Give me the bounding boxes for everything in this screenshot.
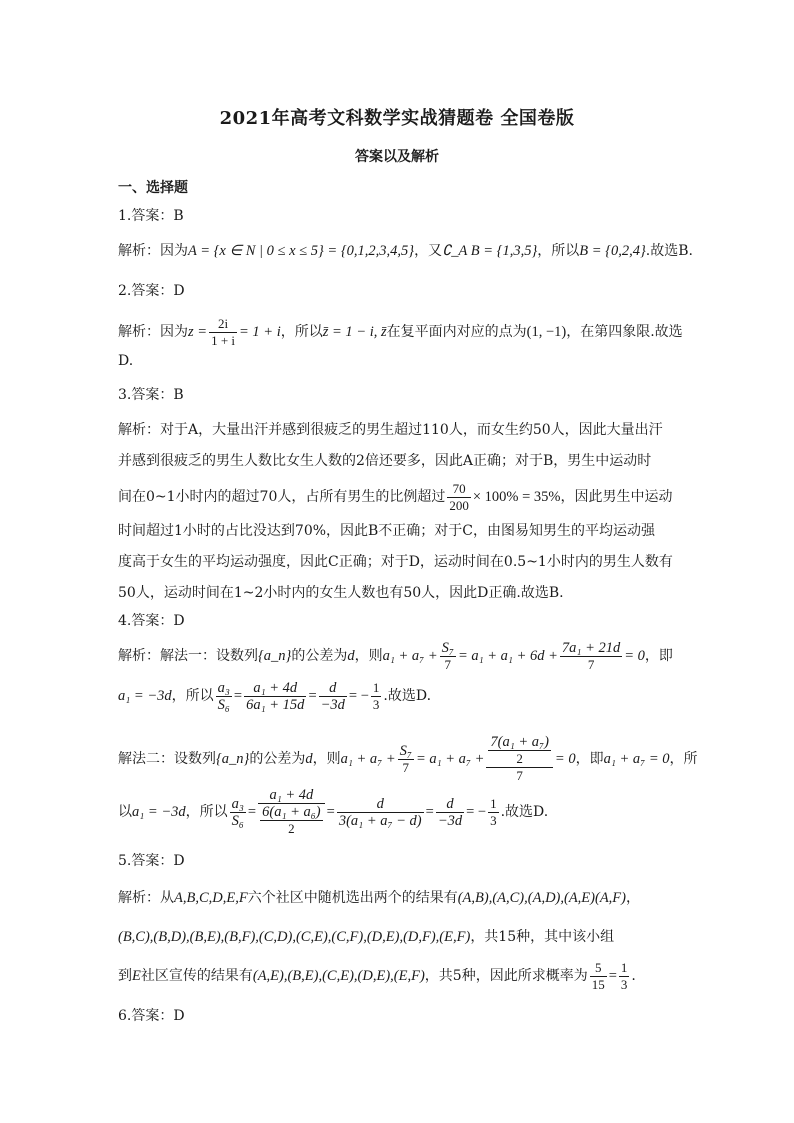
q5-answer: 5.答案：D — [118, 853, 185, 869]
section-heading: 一、选择题 — [118, 180, 188, 196]
fraction: $\frac{\text{a₃}}{\text{S₆}}$ — [231, 795, 244, 829]
q4-answer: 4.答案：D — [118, 613, 185, 629]
q4-line-1: 解析：解法一：设数列{a_n}的公差为d，则a₁ + a₇ + $\frac{\text{S₇}}{7}$ = a₁ + a₁ + 6d + $\frac{\text{7a₁ + 21d}}{7}$ = 0，即 — [118, 639, 673, 672]
fraction: $\frac{70}{200}$ — [449, 480, 469, 513]
q3-line-1: 解析：对于A，大量出汗并感到很疲乏的男生超过110人，而女生约50人，因此大量出汗 — [118, 422, 663, 438]
page-title: 2021年高考文科数学实战猜题卷 全国卷版 — [219, 108, 575, 129]
q5-line-3: 到E社区宣传的结果有(A,E),(B,E),(C,E),(D,E),(E,F)，共5种，因此所求概率为 $\frac{5}{15}$ = $\frac{1}{3}$ . — [118, 959, 636, 992]
q2-explanation-cont: D. — [118, 353, 134, 369]
fraction: $\frac{\text{S₇}}{7}$ — [441, 639, 454, 672]
q3-line-4: 时间超过1小时的占比没达到70%，因此B不正确；对于C，由图易知男生的平均运动强 — [118, 523, 656, 539]
fraction: $\frac{\text{a₃}}{\text{S₆}}$ — [217, 679, 230, 713]
q3-line-3: 间在0~1小时内的超过70人，占所有男生的比例超过 $\frac{70}{200}$ × 100% = 35%，因此男生中运动 — [118, 480, 673, 513]
q5-line-2: (B,C),(B,D),(B,E),(B,F),(C,D),(C,E),(C,F),(D,E),(D,F),(E,F)，共15种，其中该小组 — [118, 929, 615, 945]
q3-line-6: 50人，运动时间在1~2小时内的女生人数也有50人，因此D正确.故选B. — [118, 585, 564, 601]
fraction: $\frac{5}{15}$ — [591, 959, 605, 992]
fraction: $\frac{1}{3}$ — [620, 959, 628, 992]
q1-answer: 1.答案：B — [118, 208, 184, 224]
q5-line-1: 解析：从A,B,C,D,E,F六个社区中随机选出两个的结果有(A,B),(A,C),(A,D),(A,E)(A,F)， — [118, 890, 640, 906]
page-subtitle: 答案以及解析 — [355, 149, 439, 165]
fraction: $\frac{1}{3}$ — [372, 679, 380, 712]
fraction: $\frac{1}{3}$ — [490, 795, 497, 828]
fraction: $\frac{d}{-3d}$ — [437, 795, 463, 829]
q1-explanation: 解析：因为A = {x ∈ N | 0 ≤ x ≤ 5} = {0,1,2,3,4,5}，又∁_A B = {1,3,5}，所以B = {0,2,4}.故选B. — [118, 243, 693, 259]
q3-line-2: 并感到很疲乏的男生人数比女生人数的2倍还要多，因此A正确；对于B，男生中运动时 — [118, 453, 652, 469]
q2-explanation: 解析：因为z = $\frac{2i}{1 + i}$ = 1 + i，所以z̄ = 1 − i, z̄在复平面内对应的点为(1, −1)，在第四象限.故选 — [118, 315, 683, 348]
fraction: $\frac{d}{\text{3(a₁ + a₇ − d)}}$ — [338, 795, 422, 829]
q4-line-4: 以a₁ = −3d，所以 $\frac{\text{a₃}}{\text{S₆}}$ = $\frac{\text{a₁ + 4d}}{\frac{\text{6(a₁ + a₆)}}{2}}$ = $\frac{d}{\text{3(a₁ + a₇ − d)}}$ = $\frac{d}{-3d}$ = − $\frac{1}{3}$ .故选D. — [118, 787, 549, 836]
q4-line-3: 解法二：设数列{a_n}的公差为d，则a₁ + a₇ + $\frac{\text{S₇}}{7}$ = a₁ + a₇ + $\frac{\frac{\text{7(a₁ + a₇)}}{2}}{7}$ = 0，即a₁ + a₇ = 0，所 — [118, 734, 698, 783]
fraction: $\frac{\text{S₇}}{7}$ — [399, 742, 412, 775]
q3-answer: 3.答案：B — [118, 387, 184, 403]
fraction: $\frac{d}{-3d}$ — [320, 679, 345, 713]
q2-answer: 2.答案：D — [118, 283, 185, 299]
q6-answer: 6.答案：D — [118, 1008, 185, 1024]
fraction: $\frac{2i}{1 + i}$ — [211, 315, 236, 348]
nested-fraction: $\frac{\text{a₁ + 4d}}{\frac{\text{6(a₁ + a₆)}}{2}}$ — [258, 787, 325, 837]
q3-line-5: 度高于女生的平均运动强度，因此C正确；对于D，运动时间在0.5~1小时内的男生人数有 — [118, 554, 673, 570]
fraction: $\frac{\text{a₁ + 4d}}{\text{6a₁ + 15d}}$ — [246, 679, 305, 713]
nested-fraction: $\frac{\frac{\text{7(a₁ + a₇)}}{2}}{7}$ — [486, 734, 553, 784]
fraction: $\frac{\text{7a₁ + 21d}}{7}$ — [561, 639, 621, 672]
q4-line-2: a₁ = −3d，所以 $\frac{\text{a₃}}{\text{S₆}}$ = $\frac{\text{a₁ + 4d}}{\text{6a₁ + 15d}}$ = $\frac{d}{-3d}$ = − $\frac{1}{3}$ .故选D. — [118, 679, 432, 713]
